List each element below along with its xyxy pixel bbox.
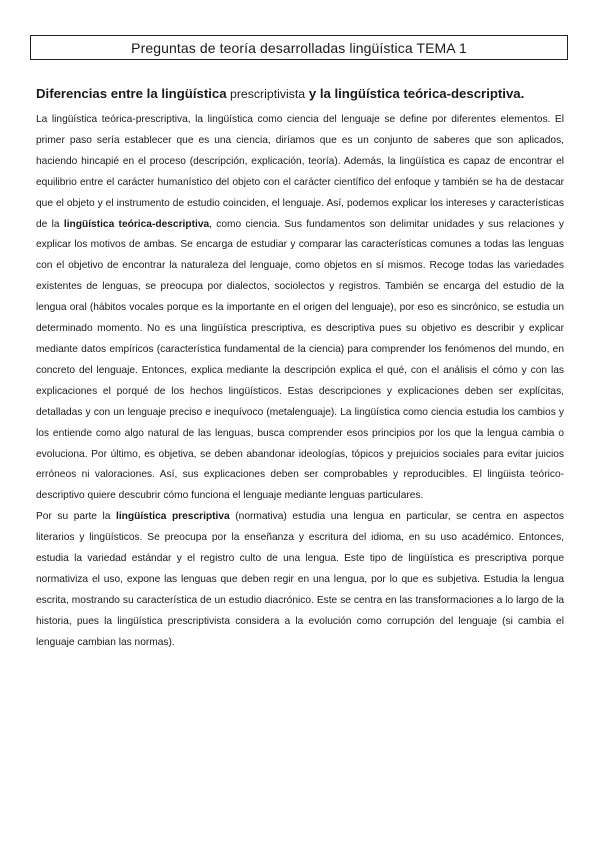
document-body <box>36 110 564 654</box>
term-prescriptiva: lingüística prescriptiva <box>116 511 230 523</box>
section-heading <box>36 86 576 101</box>
section-heading-part2: prescriptivista <box>226 87 306 101</box>
paragraph1-text-b: , como ciencia. Sus fundamentos son delimitar unidades y sus relaciones y explicar los motivos de ambas. Se encarga de estudiar y comparar las características comunes a todas las lenguas con el objetivo de encontrar la naturaleza del lenguaje, como objetos en sí mismos. Recoge todas las variedades existentes de lenguas, se preocupa por dialectos, sociolectos y registros. También se encarga del estudio de la lengua oral (hábitos vocales porque es la importante en el origen del lenguaje), por eso es sincrónico, se estudia un determinado momento. No es una lingüística prescriptiva, es descriptiva pues su objetivo es describir y explicar mediante datos empíricos (característica fundamental de la ciencia) para comprender los fenómenos del mundo, en concreto del lenguaje. Entonces, explica mediante la descripción explica el qué, con el análisis el cómo y con las explicaciones el porqué de los hechos lingüísticos. Estas descripciones y explicaciones deben ser explícitas, detalladas y con un lenguaje preciso e inequívoco (metalenguaje). La lingüística como ciencia estudia los cambios y los entiende como algo natural de las lenguas, busca comprender esos principios por los que la lengua cambia o evoluciona. Por último, es objetiva, se deben abandonar ideologías, tópicos y prejuicios sociales para evitar juicios erróneos ni valoraciones. Así, sus explicaciones deben ser comprobables y reproducibles. El lingüista teórico-descriptivo quiere descubrir cómo funciona el lenguaje mediante lenguas particulares. <box>36 218 564 502</box>
section-heading-part1: Diferencias entre la lingüística <box>36 86 227 101</box>
term-teorica-descriptiva: lingüística teórica-descriptiva <box>63 218 210 230</box>
paragraph1-text-a: La lingüística teórica-prescriptiva, la lingüística como ciencia del lenguaje se define por diferentes elementos. El primer paso sería establecer que es una ciencia, diríamos que es un conjunto de saberes que son aplicados, haciendo hincapié en el proceso (descripción, explicación, teoría). Además, la lingüística es capaz de encontrar el equilibrio entre el carácter humanístico del objeto con el carácter científico del enfoque y también se ha de destacar que el objeto y el instrumento de estudio coinciden, el lenguaje. Así, podemos explicar los intereses y características de la <box>36 114 564 230</box>
paragraph2-text-a: Por su parte la <box>36 511 117 523</box>
document-title: Preguntas de teoría desarrolladas lingüística TEMA 1 <box>131 39 467 56</box>
section-heading-part3: y la lingüística teórica-descriptiva. <box>305 86 525 101</box>
document-title-box <box>30 35 568 60</box>
paragraph-prescriptive <box>36 507 564 653</box>
paragraph2-text-b: (normativa) estudia una lengua en particular, se centra en aspectos literarios y lingüísticos. Se preocupa por la enseñanza y escritura del idioma, en su uso académico. Entonces, estudia la variedad estándar y el registro culto de una lengua. Este tipo de lingüística es prescriptiva porque normativiza el uso, expone las lenguas que deben regir en una lengua, por lo que es subjetiva. Estudia la lengua escrita, mostrando su característica de un estudio diacrónico. Este se centra en las transformaciones a lo largo de la historia, pues la lingüística prescriptivista considera a la evolución como corrupción del lenguaje (si cambia el lenguaje cambian las normas). <box>36 511 564 648</box>
paragraph-descriptive <box>36 110 564 507</box>
